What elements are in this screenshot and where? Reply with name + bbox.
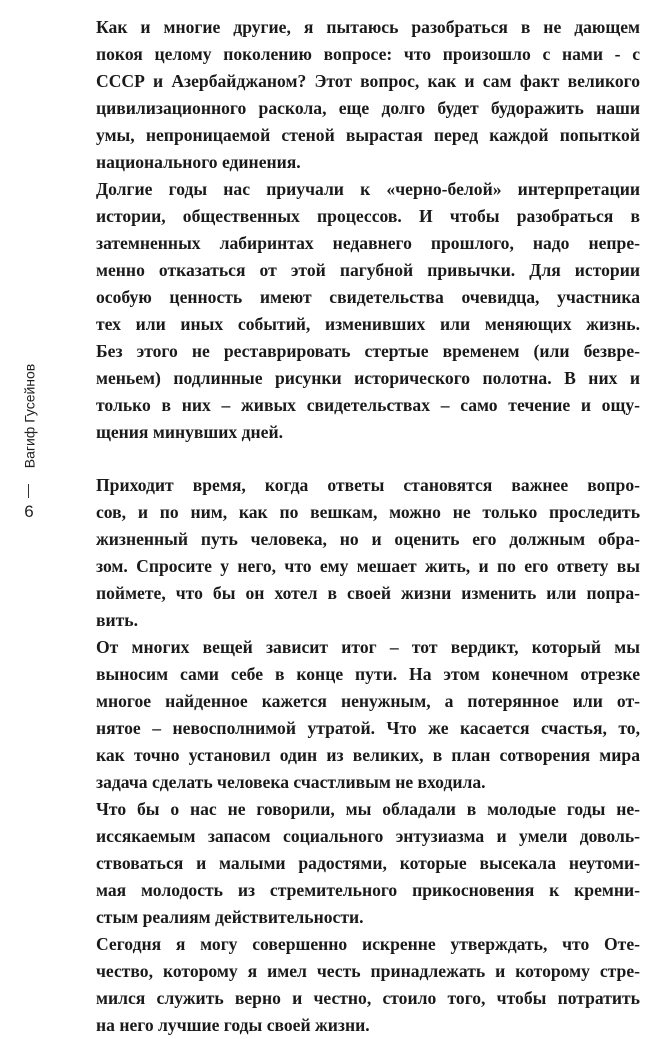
text-line: меньем) подлинные рисунки исторического полотна. В них и [96,368,640,388]
text-line: Сегодня я могу совершенно искренне утверждать, что Оте- [96,934,640,954]
text-line: жизненный путь человека, но и оценить его должным обра- [96,529,640,549]
text-line: иссякаемым запасом социального энтузиазма и умели доволь- [96,826,640,846]
text-line: как точно установил один из великих, в план сотворения мира [96,745,640,765]
text-line: затемненных лабиринтах недавнего прошлого, надо непре- [96,233,640,253]
text-line: особую ценность имеют свидетельства очевидца, участника [96,287,640,307]
text-line: выносим сами себе в конце пути. На этом конечном отрезке [96,664,640,684]
text-line: сов, и по ним, как по вешкам, можно не только проследить [96,502,640,522]
text-line: ствоваться и малыми радостями, которые высекала неутоми- [96,853,640,873]
text-line: покоя целому поколению вопросе: что произошло с нами - с [96,44,640,64]
text-line: истории, общественных процессов. И чтобы разобраться в [96,206,640,226]
page-number: 6 [24,502,34,521]
text-line: менно отказаться от этой пагубной привычки. Для истории [96,260,640,280]
text-line: От многих вещей зависит итог – тот вердикт, который мы [96,637,640,657]
text-line: Как и многие другие, я пытаюсь разобраться в не дающем [96,17,640,37]
section-break [66,446,640,472]
text-line: национального единения. [96,152,301,172]
paragraph [66,472,640,634]
text-line: поймете, что бы он хотел в своей жизни изменить или попра- [96,583,640,603]
running-head-text: Вагиф Гусейнов [21,363,38,469]
text-line: Без этого не реставрировать стертые временем (или безвре- [96,341,640,361]
paragraph [66,634,640,796]
paragraph [66,14,640,176]
text-line: мая молодость из стремительного прикосновения к кремни- [96,880,640,900]
paragraph [66,931,640,1039]
text-line: нятое – невосполнимой утратой. Что же касается счастья, то, [96,718,640,738]
text-line: стым реалиям действительности. [96,907,364,927]
text-line: только в них – живых свидетельствах – само течение и ощу- [96,395,640,415]
body-text [66,14,640,1039]
margin-rule [28,484,29,498]
text-line: вить. [96,610,138,630]
text-line: чество, которому я имел честь принадлежать и которому стре- [96,961,640,981]
text-line: щения минувших дней. [96,422,283,442]
running-head [14,352,44,480]
paragraph [66,176,640,446]
text-line: цивилизационного раскола, еще долго будет будоражить наши [96,98,640,118]
text-line: зом. Спросите у него, что ему мешает жить, и по его ответу вы [96,556,640,576]
text-line: Что бы о нас не говорили, мы обладали в молодые годы не- [96,799,640,819]
text-line: на него лучшие годы своей жизни. [96,1015,370,1035]
text-line: мился служить верно и честно, стоило того, чтобы потратить [96,988,640,1008]
text-line: задача сделать человека счастливым не входила. [96,772,486,792]
text-line: Приходит время, когда ответы становятся важнее вопро- [96,475,640,495]
text-line: СССР и Азербайджаном? Этот вопрос, как и сам факт великого [96,71,640,91]
text-line: многое найденное кажется ненужным, а потерянное или от- [96,691,640,711]
text-line: Долгие годы нас приучали к «черно-белой» интерпретации [96,179,640,199]
margin-marker [14,352,44,522]
text-line: умы, непроницаемой стеной вырастая перед каждой попыткой [96,125,640,145]
text-line: тех или иных событий, изменивших или меняющих жизнь. [96,314,640,334]
paragraph [66,796,640,931]
